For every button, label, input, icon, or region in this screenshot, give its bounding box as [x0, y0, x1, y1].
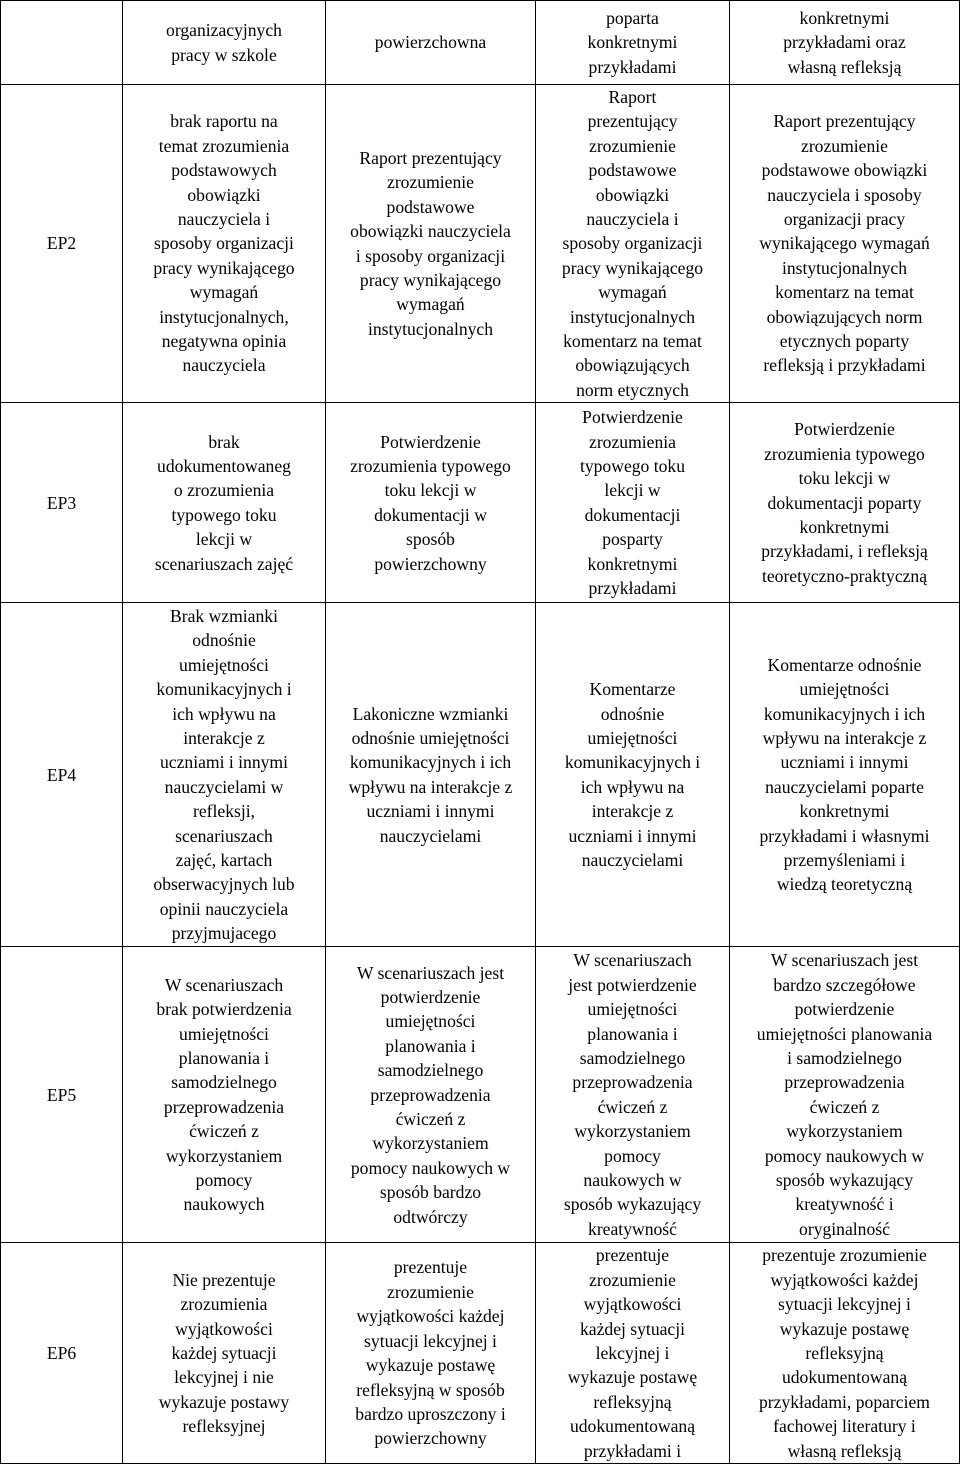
row-id-cell: EP4: [1, 603, 123, 947]
table-row: [1, 403, 960, 603]
criteria-cell: prezentuje zrozumienie wyjątkowości każdej sytuacji lekcyjnej i wykazuje postawę refleksyjną udokumentowaną przykładami, poparciem fachowej literatury i własną refleksją: [730, 1243, 960, 1464]
table-row: [1, 947, 960, 1243]
criteria-cell: organizacyjnych pracy w szkole: [123, 1, 326, 85]
criteria-cell: Komentarze odnośnie umiejętności komunikacyjnych i ich wpływu na interakcje z uczniami i innymi nauczycielami: [536, 603, 730, 947]
criteria-cell: Potwierdzenie zrozumienia typowego toku lekcji w dokumentacji w sposób powierzchowny: [326, 403, 536, 603]
criteria-cell: konkretnymi przykładami oraz własną refleksją: [730, 1, 960, 85]
criteria-cell: Potwierdzenie zrozumienia typowego toku lekcji w dokumentacji posparty konkretnymi przykładami: [536, 403, 730, 603]
row-id-cell: [1, 1, 123, 85]
criteria-cell: Raport prezentujący zrozumienie podstawowe obowiązki nauczyciela i sposoby organizacji pracy wynikającego wymagań instytucjonalnych komentarz na temat obowiązujących norm etycznych poparty refleksją i przykładami: [730, 85, 960, 403]
table-row: [1, 85, 960, 403]
criteria-cell: Potwierdzenie zrozumienia typowego toku lekcji w dokumentacji poparty konkretnymi przykładami, i refleksją teoretyczno-praktyczną: [730, 403, 960, 603]
table-row: [1, 1243, 960, 1464]
criteria-cell: Raport prezentujący zrozumienie podstawowe obowiązki nauczyciela i sposoby organizacji pracy wynikającego wymagań instytucjonalnych komentarz na temat obowiązujących norm etycznych: [536, 85, 730, 403]
criteria-cell: Komentarze odnośnie umiejętności komunikacyjnych i ich wpływu na interakcje z uczniami i innymi nauczycielami poparte konkretnymi przykładami i własnymi przemyśleniami i wiedzą teoretyczną: [730, 603, 960, 947]
row-id-cell: EP3: [1, 403, 123, 603]
criteria-cell: poparta konkretnymi przykładami: [536, 1, 730, 85]
row-id-cell: EP6: [1, 1243, 123, 1464]
criteria-cell: W scenariuszach jest potwierdzenie umiejętności planowania i samodzielnego przeprowadzenia ćwiczeń z wykorzystaniem pomocy naukowych w sposób wykazujący kreatywność: [536, 947, 730, 1243]
criteria-cell: prezentuje zrozumienie wyjątkowości każdej sytuacji lekcyjnej i wykazuje postawę refleksyjną w sposób bardzo uproszczony i powierzchowny: [326, 1243, 536, 1464]
criteria-cell: brak raportu na temat zrozumienia podstawowych obowiązki nauczyciela i sposoby organizacji pracy wynikającego wymagań instytucjonalnych, negatywna opinia nauczyciela: [123, 85, 326, 403]
criteria-cell: W scenariuszach jest potwierdzenie umiejętności planowania i samodzielnego przeprowadzenia ćwiczeń z wykorzystaniem pomocy naukowych w sposób bardzo odtwórczy: [326, 947, 536, 1243]
criteria-cell: brak udokumentowaneg o zrozumienia typowego toku lekcji w scenariuszach zajęć: [123, 403, 326, 603]
criteria-cell: W scenariuszach brak potwierdzenia umiejętności planowania i samodzielnego przeprowadzenia ćwiczeń z wykorzystaniem pomocy naukowych: [123, 947, 326, 1243]
criteria-cell: Nie prezentuje zrozumienia wyjątkowości każdej sytuacji lekcyjnej i nie wykazuje postawy refleksyjnej: [123, 1243, 326, 1464]
criteria-cell: powierzchowna: [326, 1, 536, 85]
criteria-cell: Raport prezentujący zrozumienie podstawowe obowiązki nauczyciela i sposoby organizacji pracy wynikającego wymagań instytucjonalnych: [326, 85, 536, 403]
criteria-cell: prezentuje zrozumienie wyjątkowości każdej sytuacji lekcyjnej i wykazuje postawę refleksyjną udokumentowaną przykładami i: [536, 1243, 730, 1464]
criteria-cell: W scenariuszach jest bardzo szczegółowe potwierdzenie umiejętności planowania i samodzielnego przeprowadzenia ćwiczeń z wykorzystaniem pomocy naukowych w sposób wykazujący kreatywność i oryginalność: [730, 947, 960, 1243]
criteria-cell: Lakoniczne wzmianki odnośnie umiejętności komunikacyjnych i ich wpływu na interakcje z uczniami i innymi nauczycielami: [326, 603, 536, 947]
criteria-cell: Brak wzmianki odnośnie umiejętności komunikacyjnych i ich wpływu na interakcje z uczniami i innymi nauczycielami w refleksji, scenariuszach zajęć, kartach obserwacyjnych lub opinii nauczyciela przyjmujacego: [123, 603, 326, 947]
table-row: [1, 603, 960, 947]
row-id-cell: EP2: [1, 85, 123, 403]
table-row: [1, 1, 960, 85]
row-id-cell: EP5: [1, 947, 123, 1243]
